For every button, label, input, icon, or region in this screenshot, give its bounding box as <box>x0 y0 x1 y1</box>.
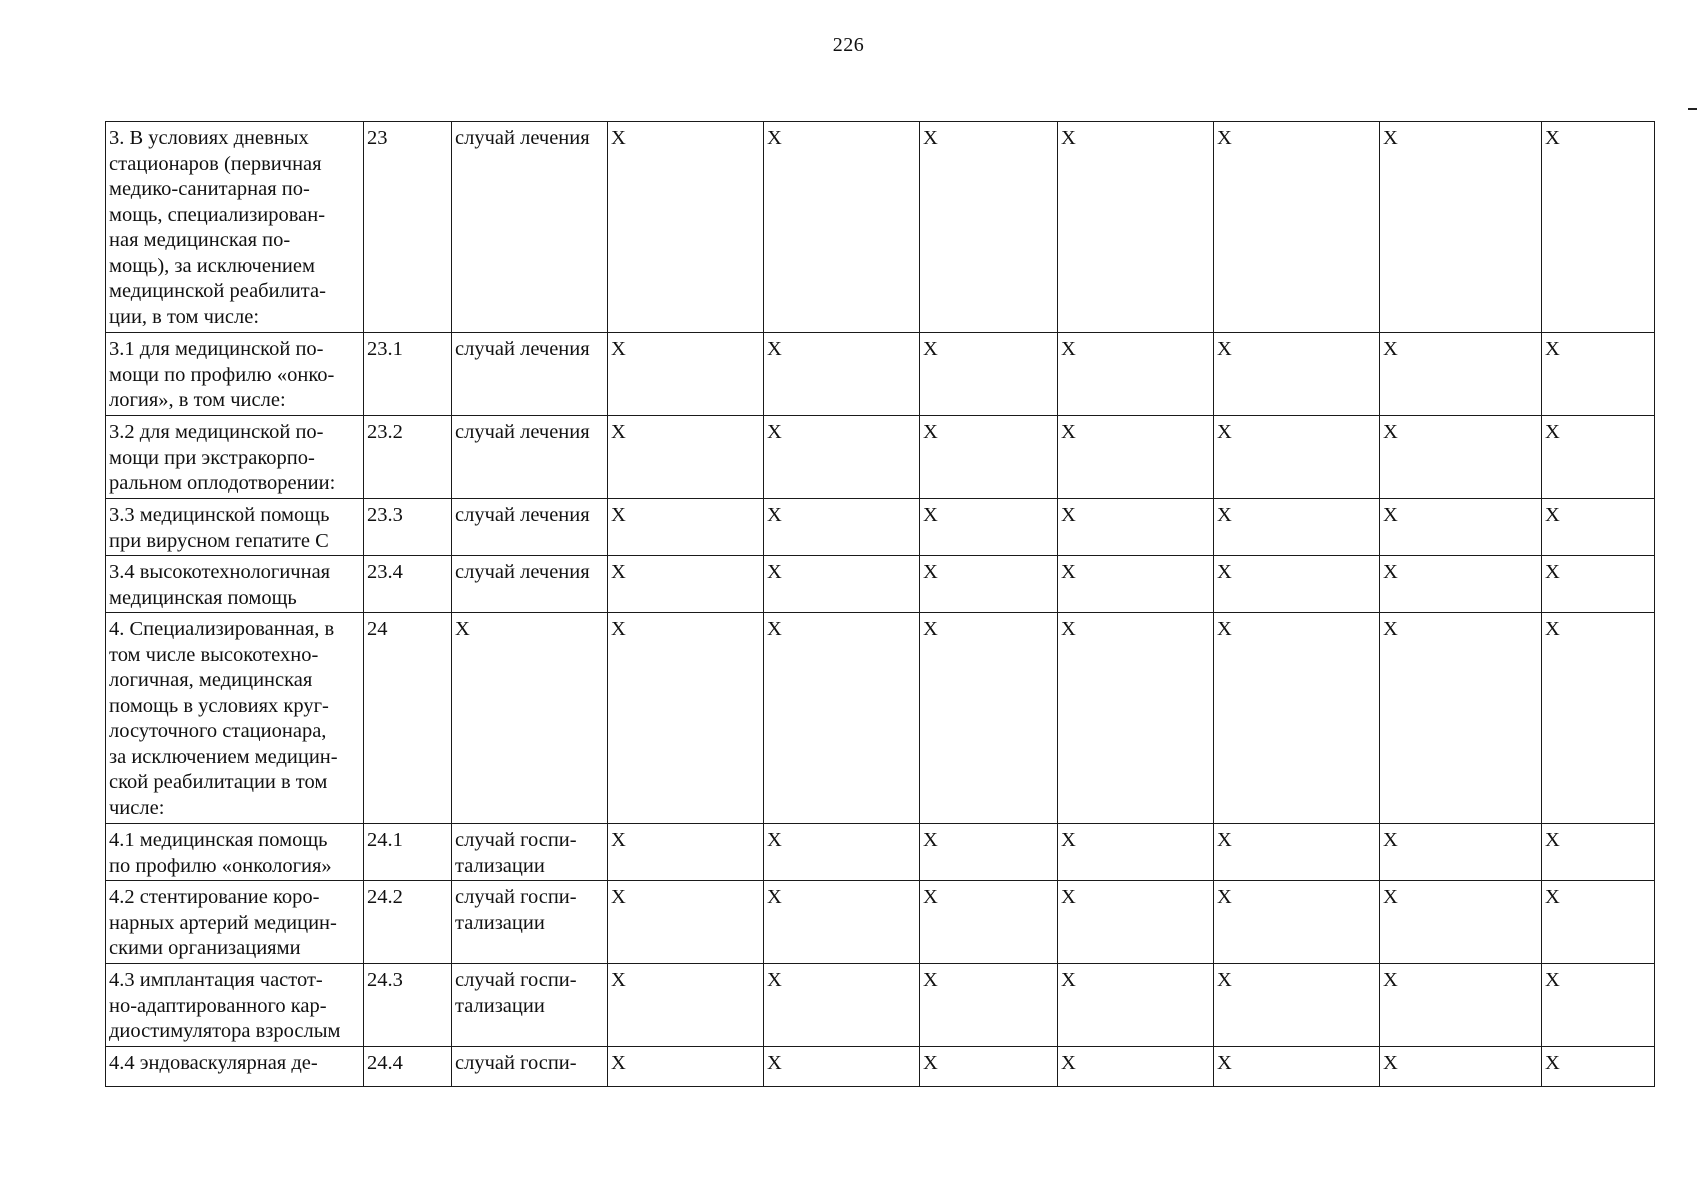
row-unit-cell: случай лечения <box>452 333 608 416</box>
value-cell: X <box>764 556 920 613</box>
value-cell: X <box>1542 824 1655 881</box>
value-cell: X <box>1214 122 1380 333</box>
row-unit-cell: случай госпи- тализации <box>452 881 608 964</box>
value-cell: X <box>764 499 920 556</box>
row-unit-cell: случай лечения <box>452 499 608 556</box>
row-code-cell: 24.3 <box>364 964 452 1047</box>
table-row <box>106 1047 1655 1087</box>
table-row <box>106 881 1655 964</box>
value-cell: X <box>764 416 920 499</box>
row-unit-cell: случай госпи- тализации <box>452 824 608 881</box>
value-cell: X <box>608 333 764 416</box>
value-cell: X <box>1542 613 1655 824</box>
value-cell: X <box>1058 881 1214 964</box>
value-cell: X <box>1214 556 1380 613</box>
value-cell: X <box>1542 556 1655 613</box>
value-cell: X <box>1380 1047 1542 1087</box>
value-cell: X <box>1058 824 1214 881</box>
value-cell: X <box>1214 881 1380 964</box>
table-row <box>106 824 1655 881</box>
row-code-cell: 23 <box>364 122 452 333</box>
row-code-cell: 24.4 <box>364 1047 452 1087</box>
value-cell: X <box>1542 1047 1655 1087</box>
value-cell: X <box>608 416 764 499</box>
value-cell: X <box>1214 1047 1380 1087</box>
value-cell: X <box>764 613 920 824</box>
row-name-cell: 4.1 медицинская помощь по профилю «онкология» <box>106 824 364 881</box>
value-cell: X <box>920 824 1058 881</box>
value-cell: X <box>608 122 764 333</box>
row-name-cell: 3.3 медицинской помощь при вирусном гепатите С <box>106 499 364 556</box>
data-table <box>105 121 1655 1087</box>
row-name-cell: 3.2 для медицинской по- мощи при экстракорпо- ральном оплодотворении: <box>106 416 364 499</box>
value-cell: X <box>920 333 1058 416</box>
value-cell: X <box>764 824 920 881</box>
value-cell: X <box>608 881 764 964</box>
value-cell: X <box>1214 499 1380 556</box>
value-cell: X <box>1380 881 1542 964</box>
value-cell: X <box>1214 333 1380 416</box>
value-cell: X <box>764 964 920 1047</box>
value-cell: X <box>1214 824 1380 881</box>
row-code-cell: 23.4 <box>364 556 452 613</box>
value-cell: X <box>1058 122 1214 333</box>
value-cell: X <box>920 881 1058 964</box>
row-name-cell: 3.1 для медицинской по- мощи по профилю «онко- логия», в том числе: <box>106 333 364 416</box>
value-cell: X <box>1542 499 1655 556</box>
table-row <box>106 122 1655 333</box>
value-cell: X <box>608 824 764 881</box>
row-unit-cell: случай лечения <box>452 416 608 499</box>
value-cell: X <box>920 964 1058 1047</box>
value-cell: X <box>608 613 764 824</box>
value-cell: X <box>1214 964 1380 1047</box>
value-cell: X <box>608 964 764 1047</box>
value-cell: X <box>920 556 1058 613</box>
table-row <box>106 556 1655 613</box>
value-cell: X <box>1214 613 1380 824</box>
value-cell: X <box>1380 824 1542 881</box>
value-cell: X <box>764 333 920 416</box>
value-cell: X <box>1542 122 1655 333</box>
value-cell: X <box>1058 499 1214 556</box>
row-code-cell: 23.3 <box>364 499 452 556</box>
row-name-cell: 4.4 эндоваскулярная де- <box>106 1047 364 1087</box>
value-cell: X <box>1542 416 1655 499</box>
value-cell: X <box>1058 964 1214 1047</box>
value-cell: X <box>608 499 764 556</box>
row-code-cell: 24.1 <box>364 824 452 881</box>
edge-mark <box>1688 108 1697 110</box>
value-cell: X <box>1380 556 1542 613</box>
row-unit-cell: X <box>452 613 608 824</box>
value-cell: X <box>764 1047 920 1087</box>
row-code-cell: 24.2 <box>364 881 452 964</box>
row-code-cell: 24 <box>364 613 452 824</box>
row-name-cell: 4.2 стентирование коро- нарных артерий медицин- скими организациями <box>106 881 364 964</box>
row-name-cell: 4. Специализированная, в том числе высокотехно- логичная, медицинская помощь в условиях круг- лосуточного стационара, за исключением медицин- ской реабилитации в том числе: <box>106 613 364 824</box>
value-cell: X <box>920 1047 1058 1087</box>
row-name-cell: 4.3 имплантация частот- но-адаптированного кар- диостимулятора взрослым <box>106 964 364 1047</box>
value-cell: X <box>1542 964 1655 1047</box>
value-cell: X <box>1542 881 1655 964</box>
value-cell: X <box>1380 499 1542 556</box>
page-number: 226 <box>832 34 865 56</box>
value-cell: X <box>764 122 920 333</box>
row-code-cell: 23.2 <box>364 416 452 499</box>
value-cell: X <box>1542 333 1655 416</box>
row-name-cell: 3. В условиях дневных стационаров (первичная медико-санитарная по- мощь, специализирован- ная медицинская по- мощь), за исключением медицинской реабилита- ции, в том числе: <box>106 122 364 333</box>
value-cell: X <box>1380 613 1542 824</box>
value-cell: X <box>920 613 1058 824</box>
value-cell: X <box>764 881 920 964</box>
value-cell: X <box>1380 964 1542 1047</box>
value-cell: X <box>920 416 1058 499</box>
value-cell: X <box>920 122 1058 333</box>
table-row <box>106 333 1655 416</box>
row-code-cell: 23.1 <box>364 333 452 416</box>
value-cell: X <box>1214 416 1380 499</box>
value-cell: X <box>1058 556 1214 613</box>
row-unit-cell: случай лечения <box>452 556 608 613</box>
row-unit-cell: случай госпи- <box>452 1047 608 1087</box>
value-cell: X <box>608 1047 764 1087</box>
value-cell: X <box>1058 416 1214 499</box>
value-cell: X <box>1380 416 1542 499</box>
row-unit-cell: случай лечения <box>452 122 608 333</box>
value-cell: X <box>1380 122 1542 333</box>
table-row <box>106 499 1655 556</box>
value-cell: X <box>608 556 764 613</box>
value-cell: X <box>1058 333 1214 416</box>
table-row <box>106 416 1655 499</box>
table-row <box>106 613 1655 824</box>
row-unit-cell: случай госпи- тализации <box>452 964 608 1047</box>
value-cell: X <box>1058 1047 1214 1087</box>
table-row <box>106 964 1655 1047</box>
row-name-cell: 3.4 высокотехнологичная медицинская помощь <box>106 556 364 613</box>
value-cell: X <box>1380 333 1542 416</box>
value-cell: X <box>920 499 1058 556</box>
value-cell: X <box>1058 613 1214 824</box>
